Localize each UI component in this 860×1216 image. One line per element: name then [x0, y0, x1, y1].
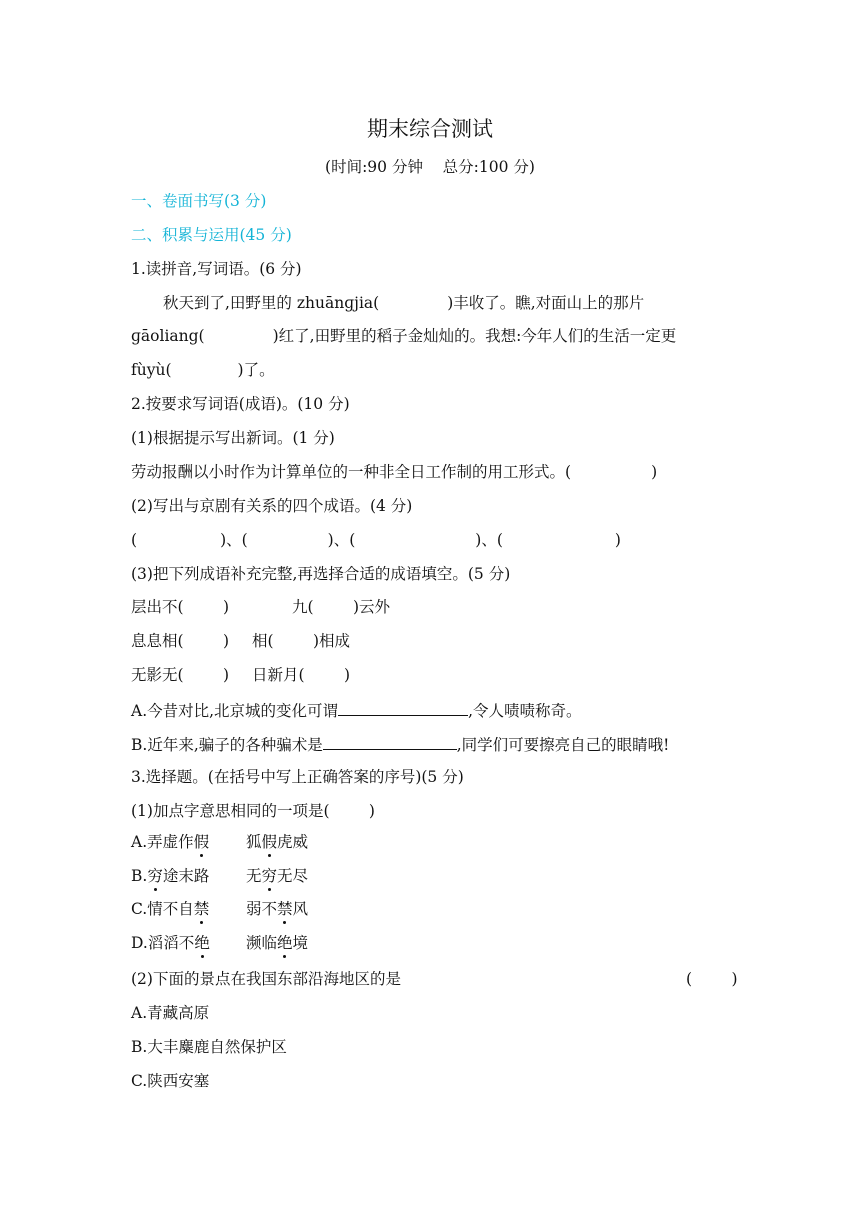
q1-line-3-part-a: fùyù(: [131, 361, 172, 379]
idiom-item-1[interactable]: 层出不( ): [131, 598, 230, 616]
paren-sep: )、(: [475, 531, 503, 549]
option-text: A.弄虚作: [131, 833, 194, 851]
option-b-pair: [246, 866, 308, 886]
choice-b[interactable]: B.大丰麋鹿自然保护区: [131, 1038, 287, 1056]
dotted-char: 穷: [147, 867, 163, 885]
option-text: D.滔滔不: [131, 934, 195, 952]
fill-a-prefix: A.今昔对比,北京城的变化可谓: [131, 702, 339, 720]
q2-sub1-prompt: 劳动报酬以小时作为计算单位的一种非全日工作制的用工形式。(: [131, 463, 572, 481]
q2-sub1-close-paren: ): [651, 463, 658, 481]
dotted-char: 假: [261, 833, 278, 851]
fill-a-blank[interactable]: [338, 699, 468, 716]
page-subtitle: (时间:90 分钟 总分:100 分): [325, 158, 535, 176]
idiom-item-5[interactable]: 无影无( ): [131, 666, 230, 684]
q1-line-2-part-b: )红了,田野里的稻子金灿灿的。我想:今年人们的生活一定更: [272, 327, 677, 345]
q3-sub2-answer-paren[interactable]: ( ): [686, 970, 738, 988]
option-a[interactable]: [131, 832, 209, 852]
q1-line-3: [131, 360, 275, 380]
dotted-char: 假: [193, 833, 210, 851]
q3-sub1-heading: (1)加点字意思相同的一项是( ): [131, 802, 375, 820]
idiom-item-6[interactable]: 日新月( ): [252, 666, 351, 684]
dotted-char: 禁: [277, 900, 293, 918]
idiom-item-2[interactable]: 九( )云外: [292, 598, 391, 616]
option-b[interactable]: [131, 866, 209, 886]
fill-a-suffix: ,令人啧啧称奇。: [468, 702, 582, 720]
option-c[interactable]: [131, 899, 209, 919]
q2-sub1-heading: (1)根据提示写出新词。(1 分): [131, 429, 335, 447]
option-text: 濒临: [246, 934, 278, 952]
q2-heading: 2.按要求写词语(成语)。(10 分): [131, 395, 350, 413]
paren-sep: )、(: [327, 531, 356, 549]
dotted-char: 穷: [261, 867, 278, 885]
option-text: C.情不自: [131, 900, 194, 918]
option-d-pair: [246, 933, 308, 953]
q3-heading: 3.选择题。(在括号中写上正确答案的序号)(5 分): [131, 768, 464, 786]
q2-sub1-text: [131, 462, 657, 482]
q2-sub2-heading: (2)写出与京剧有关系的四个成语。(4 分): [131, 497, 413, 515]
fill-b-blank[interactable]: [323, 733, 457, 750]
option-a-pair: [246, 832, 308, 852]
option-text: 狐: [246, 833, 262, 851]
q1-line-1-part-b: )丰收了。瞧,对面山上的那片: [447, 294, 645, 312]
fill-b-prefix: B.近年来,骗子的各种骗术是: [131, 736, 323, 754]
option-d[interactable]: [131, 933, 210, 953]
fill-b-suffix: ,同学们可要擦亮自己的眼睛哦!: [456, 736, 670, 754]
q2-fill-a: [131, 699, 582, 721]
paren-sep: )、(: [220, 531, 248, 549]
q2-fill-b: [131, 733, 669, 755]
idiom-item-4[interactable]: 相( )相成: [252, 632, 351, 650]
q1-line-2: [131, 326, 676, 346]
option-text: 风: [292, 900, 309, 918]
section-2-heading: 二、积累与运用(45 分): [131, 226, 292, 244]
q1-line-1: [163, 293, 644, 313]
option-text: 虎威: [277, 833, 309, 851]
dotted-char: 禁: [193, 900, 210, 918]
option-text: 无: [246, 867, 262, 885]
q1-line-2-part-a: ɡāoliang(: [131, 327, 205, 345]
option-text: 途末路: [162, 867, 210, 885]
section-1-heading: 一、卷面书写(3 分): [131, 192, 267, 210]
q1-heading: 1.读拼音,写词语。(6 分): [131, 260, 302, 278]
option-c-pair: [246, 899, 308, 919]
idiom-item-3[interactable]: 息息相( ): [131, 632, 230, 650]
paren-open: (: [131, 531, 138, 549]
q2-sub3-heading: (3)把下列成语补充完整,再选择合适的成语填空。(5 分): [131, 565, 511, 583]
choice-a[interactable]: A.青藏高原: [131, 1004, 210, 1022]
option-text: 境: [292, 934, 309, 952]
q2-sub2-blanks: [131, 530, 621, 550]
option-text: B.: [131, 867, 148, 885]
q3-sub2-heading: (2)下面的景点在我国东部沿海地区的是: [131, 970, 401, 988]
choice-c[interactable]: C.陕西安塞: [131, 1072, 210, 1090]
page-title: 期末综合测试: [367, 117, 493, 141]
option-text: 弱不: [246, 900, 278, 918]
option-text: 无尽: [277, 867, 309, 885]
dotted-char: 绝: [194, 934, 210, 952]
q1-line-1-part-a: 秋天到了,田野里的 zhuānɡjia(: [163, 294, 380, 312]
q1-line-3-part-b: )了。: [237, 361, 275, 379]
dotted-char: 绝: [277, 934, 293, 952]
paren-close: ): [614, 531, 621, 549]
